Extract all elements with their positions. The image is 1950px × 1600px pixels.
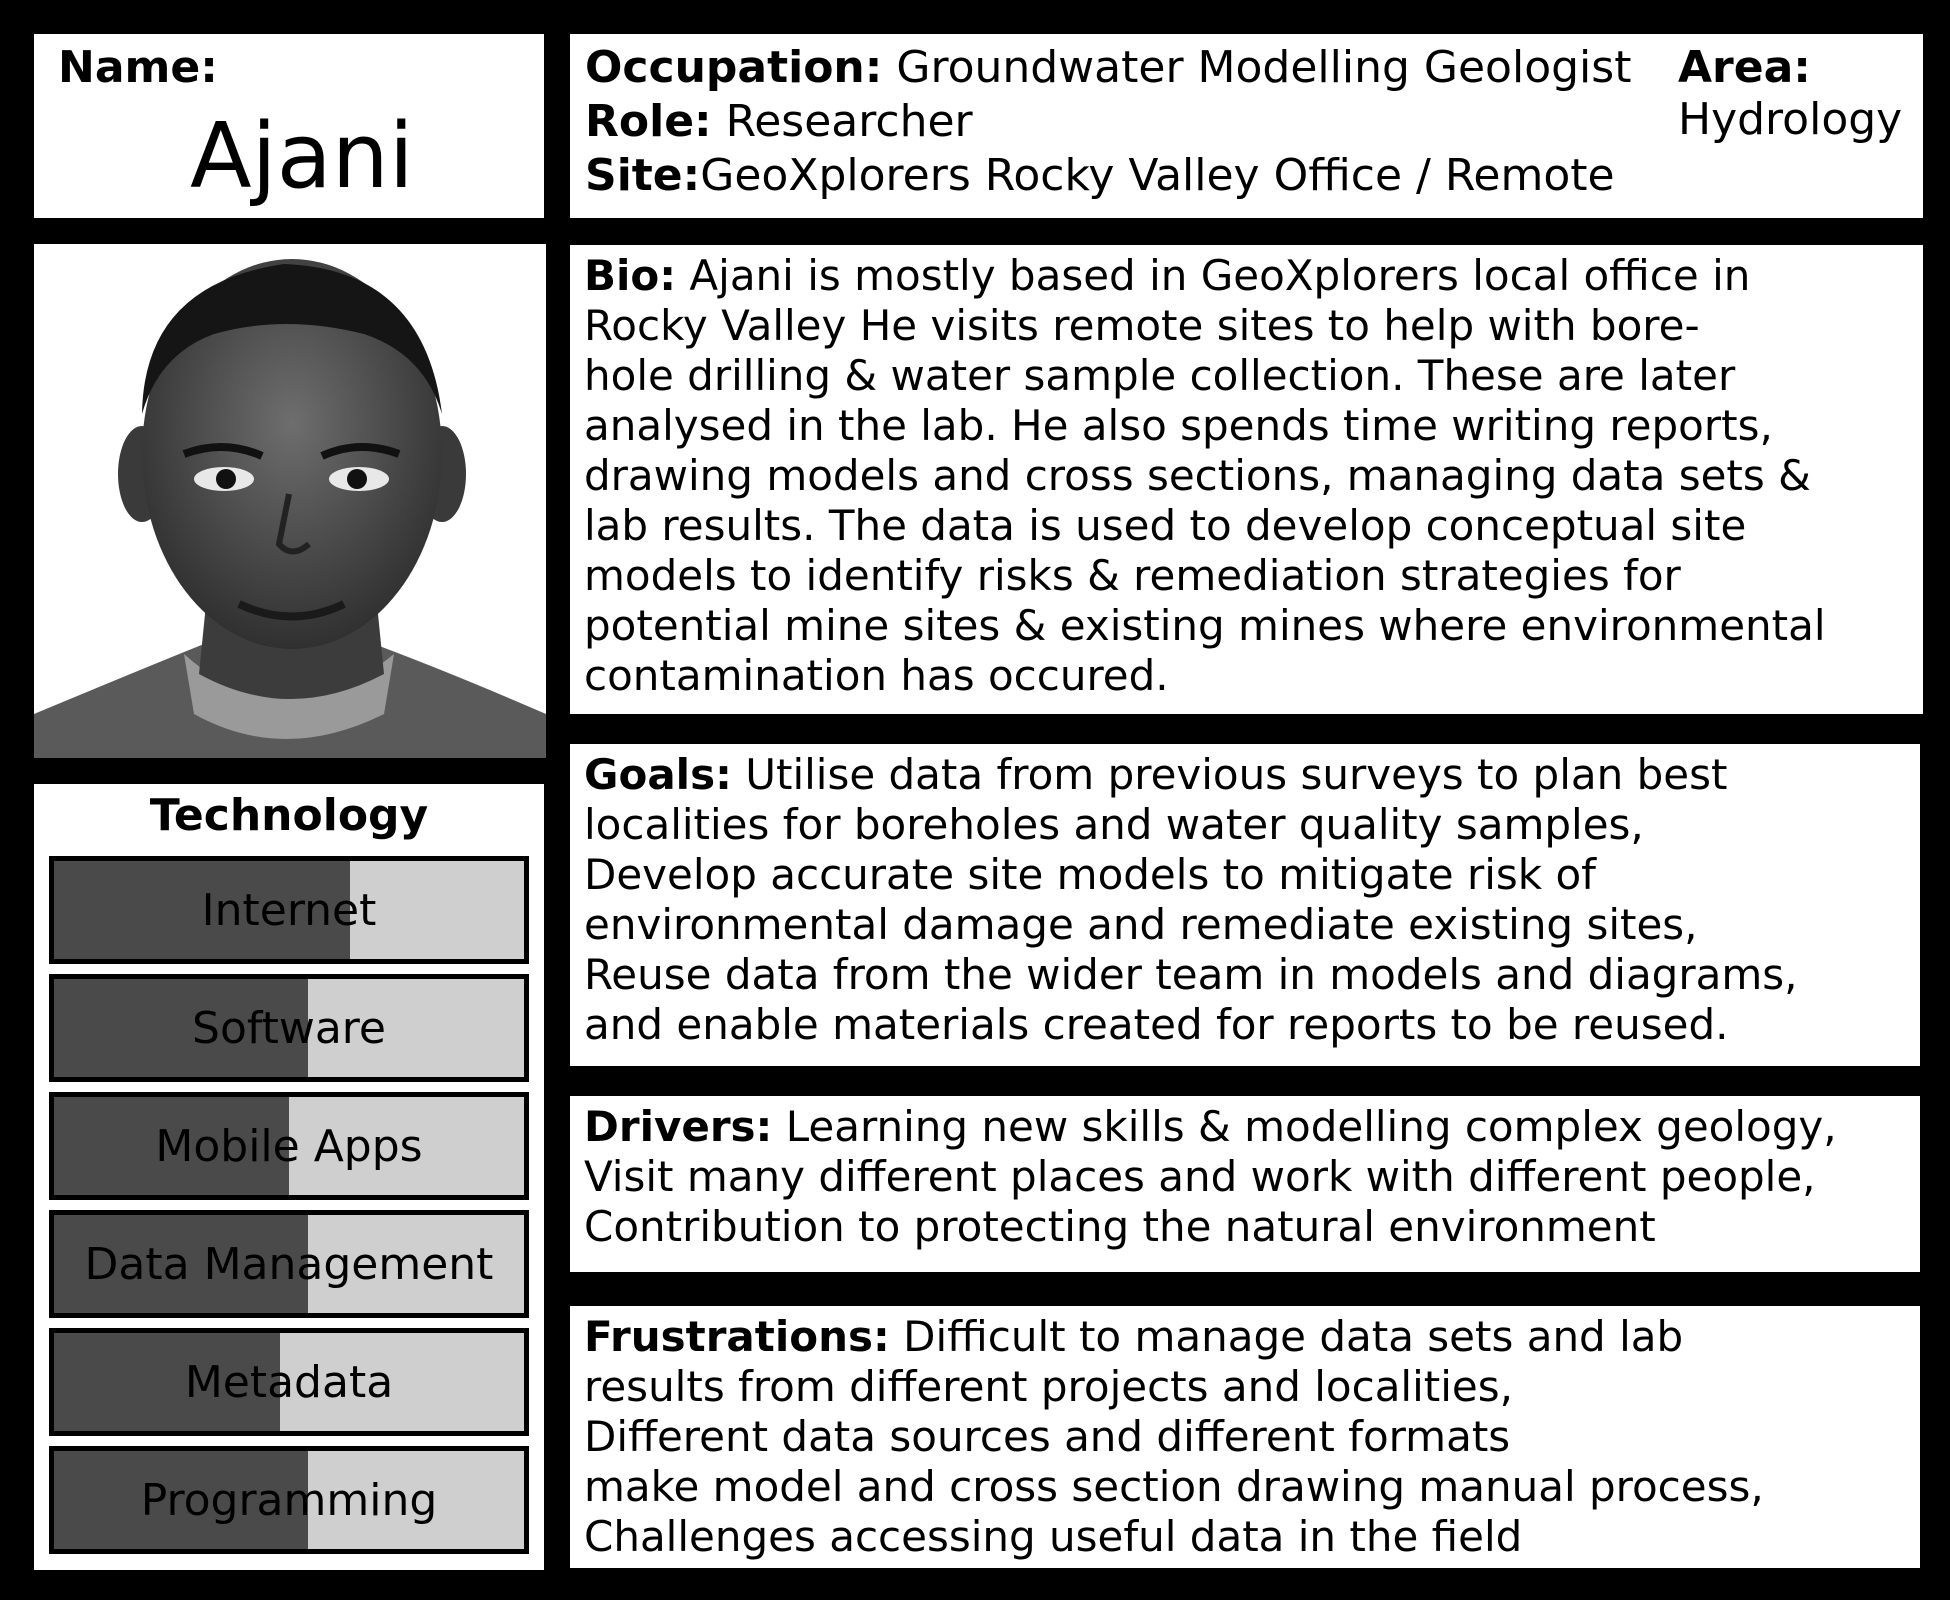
name-label: Name:: [58, 42, 218, 93]
bio-text-block: [584, 251, 1915, 701]
skill-bar-programming: [49, 1446, 529, 1554]
drivers-text: Learning new skills & modelling complex geology, Visit many different places and work with different people, Contribution to protecting the natural environment: [584, 1102, 1837, 1251]
skill-bar-data-management: [49, 1210, 529, 1318]
goals-card: [570, 744, 1920, 1066]
skill-bar-label: Metadata: [184, 1356, 394, 1408]
site-label: Site:: [585, 150, 701, 201]
area-label: Area:: [1678, 42, 1811, 93]
frustrations-text: Difficult to manage data sets and lab results from different projects and localities, Different data sources and different formats make model and cross section drawing manual process, Challenges accessing useful data in the field: [584, 1312, 1764, 1561]
skill-bar-metadata: [49, 1328, 529, 1436]
occupation-value: Groundwater Modelling Geologist: [896, 42, 1632, 93]
goals-label: Goals:: [584, 750, 732, 799]
skill-bar-label: Mobile Apps: [155, 1120, 423, 1172]
skill-bar-mobile-apps: [49, 1092, 529, 1200]
persona-name: Ajani: [190, 104, 414, 209]
portrait-photo: [34, 244, 546, 758]
goals-text-block: [584, 750, 1912, 1050]
skill-bar-label: Data Management: [84, 1238, 494, 1290]
occupation-label: Occupation:: [585, 42, 883, 93]
occupation-line: [585, 42, 1631, 93]
role-label: Role:: [585, 96, 712, 147]
portrait-illustration: [34, 244, 546, 758]
skill-bar-label: Software: [192, 1002, 386, 1054]
skill-bar-software: [49, 974, 529, 1082]
frustrations-text-block: [584, 1312, 1912, 1562]
skill-bar-label: Programming: [140, 1474, 438, 1526]
bio-card: [570, 245, 1923, 714]
name-card: [34, 34, 544, 218]
goals-text: Utilise data from previous surveys to plan best localities for boreholes and water quality samples, Develop accurate site models to mitigate risk of environmental damage and remediate existing sites, Reuse data from the wider team in models and diagrams, and enable materials created for reports to be reused.: [584, 750, 1798, 1049]
site-value: GeoXplorers Rocky Valley Office / Remote: [700, 150, 1615, 201]
frustrations-label: Frustrations:: [584, 1312, 890, 1361]
frustrations-card: [570, 1306, 1920, 1568]
role-line: [585, 96, 973, 147]
bio-text: Ajani is mostly based in GeoXplorers local office in Rocky Valley He visits remote sites to help with bore- hole drilling & water sample collection. These are later analysed in the lab. He also spends time writing reports, drawing models and cross sections, managing data sets & lab results. The data is used to develop conceptual site models to identify risks & remediation strategies for potential mine sites & existing mines where environmental contamination has occured.: [584, 251, 1826, 700]
skill-bar-internet: [49, 856, 529, 964]
drivers-label: Drivers:: [584, 1102, 773, 1151]
bio-label: Bio:: [584, 251, 677, 300]
technology-title: Technology: [149, 790, 429, 841]
drivers-card: [570, 1096, 1920, 1272]
info-card: [570, 34, 1923, 218]
drivers-text-block: [584, 1102, 1912, 1252]
site-line: [585, 150, 1615, 201]
role-value: Researcher: [725, 96, 973, 147]
skill-bar-label: Internet: [201, 884, 377, 936]
area-value: Hydrology: [1678, 94, 1903, 145]
technology-card: [34, 784, 544, 1570]
